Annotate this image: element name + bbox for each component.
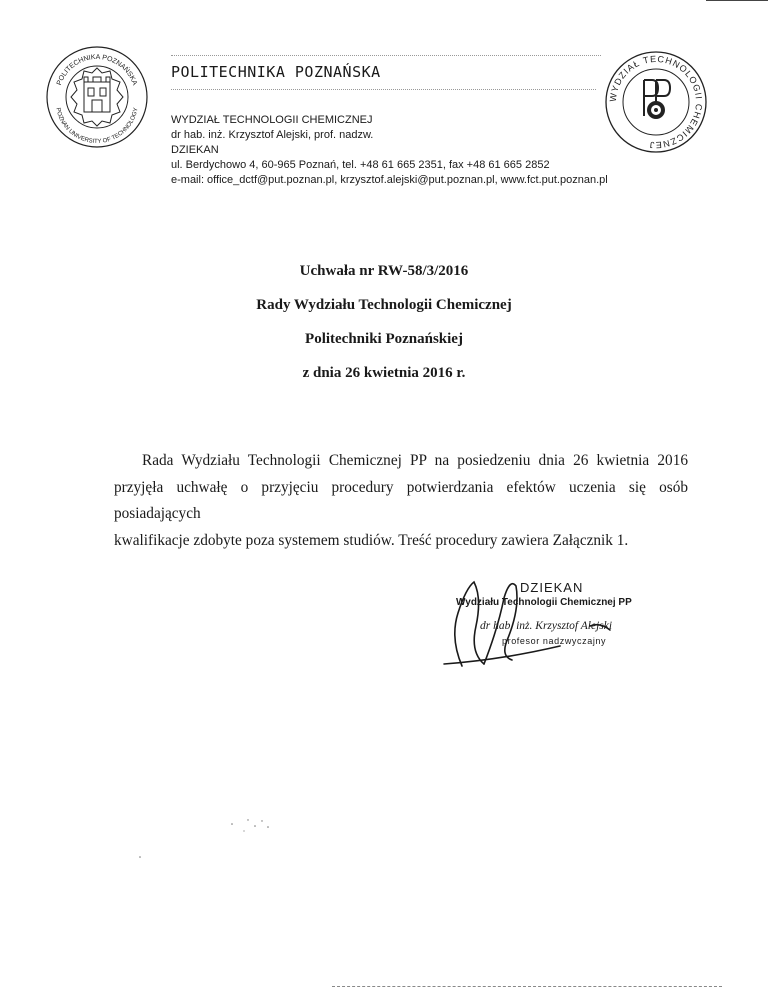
dean-name: dr hab. inż. Krzysztof Alejski, prof. nadzw.	[171, 129, 374, 141]
stamp-name: dr hab. inż. Krzysztof Alejski	[480, 620, 613, 632]
faculty-seal-logo	[604, 50, 708, 154]
resolution-council: Rady Wydziału Technologii Chemicznej	[256, 297, 512, 313]
resolution-university: Politechniki Poznańskiej	[305, 331, 463, 347]
university-seal-logo	[44, 44, 150, 150]
bottom-edge-line	[332, 986, 722, 987]
letterhead-contact	[171, 113, 608, 188]
header-rule-bottom	[171, 89, 596, 90]
university-name: POLITECHNIKA POZNAŃSKA	[171, 63, 381, 81]
dean-stamp	[442, 580, 672, 660]
stamp-position: profesor nadzwyczajny	[502, 636, 607, 646]
header-rule-top	[171, 55, 601, 56]
seal-bottom-text: POZNAN UNIVERSITY OF TECHNOLOGY	[54, 107, 140, 146]
faculty-seal-text: WYDZIAŁ TECHNOLOGII CHEMICZNEJ	[607, 53, 705, 151]
seal-top-text: POLITECHNIKA POZNAŃSKA	[55, 53, 139, 87]
email-line: e-mail: office_dctf@put.poznan.pl, krzysztof.alejski@put.poznan.pl, www.fct.put.poznan.pl	[171, 174, 608, 186]
stamp-faculty: Wydziału Technologii Chemicznej PP	[456, 597, 632, 608]
body-line-3: kwalifikacje zdobyte poza systemem studiów. Treść procedury zawiera Załącznik 1.	[114, 531, 629, 549]
address-line: ul. Berdychowo 4, 60-965 Poznań, tel. +48 61 665 2351, fax +48 61 665 2852	[171, 159, 550, 171]
body-line-2: przyjęła uchwałę o przyjęciu procedury potwierdzania efektów uczenia się osób posiadających	[114, 478, 688, 522]
resolution-date: z dnia 26 kwietnia 2016 r.	[302, 365, 466, 381]
resolution-title	[0, 262, 768, 398]
body-line-1: Rada Wydziału Technologii Chemicznej PP na posiedzeniu dnia 26 kwietnia 2016	[142, 452, 688, 469]
stamp-title: DZIEKAN	[520, 580, 584, 595]
top-edge-line	[706, 0, 768, 1]
resolution-body	[114, 448, 688, 554]
faculty-name: WYDZIAŁ TECHNOLOGII CHEMICZNEJ	[171, 114, 373, 126]
resolution-number: Uchwała nr RW-58/3/2016	[299, 263, 469, 279]
dean-title: DZIEKAN	[171, 144, 219, 156]
